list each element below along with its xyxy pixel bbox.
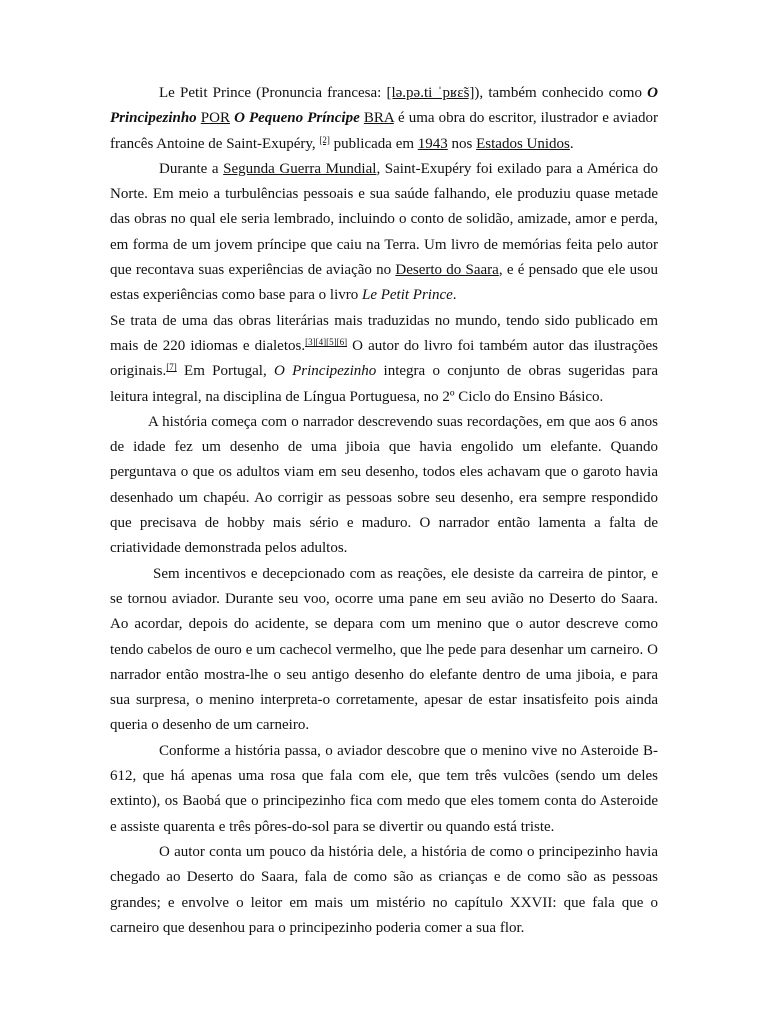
paragraph-aviator: Sem incentivos e decepcionado com as reações, ele desiste da carreira de pintor, e se tornou aviador. Durante seu voo, ocorre uma pane em seu avião no Deserto do Saara. Ao acordar, depois do acidente, se depara com um menino que o autor descreve como tendo cabelos de ouro e um cachecol vermelho, que lhe pede para desenhar um carneiro. O narrador então mostra-lhe o seu antigo desenho do elefante dentro de uma jiboia, e para sua surpresa, o menino interpreta-o corretamente, apesar de estar insatisfeito pois ainda queria o desenho de um carneiro. [110, 565, 658, 734]
paragraph-ww2 [110, 157, 658, 309]
bra-link[interactable]: BRA [363, 110, 394, 127]
text: nos [447, 135, 477, 152]
text: , e é pensado que ele usou estas experiências como base para o livro [110, 262, 658, 304]
text: é uma obra do escritor, ilustrador e aviador francês Antoine de Saint-Exupéry, [110, 110, 658, 152]
text: Em Portugal, [176, 363, 274, 380]
document-page [110, 81, 658, 941]
book-title: Le Petit Prince [361, 287, 453, 304]
text: Se trata de uma das obras literárias mais traduzidas no mundo, tendo sido publicado em mais de 220 idiomas e dialetos. [110, 312, 658, 354]
usa-link[interactable]: Estados Unidos [476, 135, 570, 152]
reference-link[interactable]: [7] [166, 362, 177, 373]
paragraph-intro [110, 81, 658, 157]
reference-link[interactable]: [2] [319, 134, 330, 145]
text: . [569, 135, 574, 152]
text: publicada em [329, 135, 418, 152]
book-title: O Principezinho [274, 363, 377, 380]
paragraph-story-start: A história começa com o narrador descrevendo suas recordações, em que aos 6 anos de idade fez um desenho de uma jiboia que havia engolido um elefante. Quando perguntava o que os adultos viam em seu desenho, todos eles achavam que o garoto havia desenhado um chapéu. Ao corrigir as pessoas sobre seu desenho, era sempre respondido que precisava de hobby mais sério e maduro. O narrador então lamenta a falta de criatividade demonstrada pelos adultos. [110, 413, 658, 557]
text: Durante a [159, 160, 224, 177]
paragraph-asteroid: Conforme a história passa, o aviador descobre que o menino vive no Asteroide B-612, que há apenas uma rosa que fala com ele, que tem três vulcões (sendo um deles extinto), os Baobá que o principezinho fica com medo que eles tomem conta do Asteroide e assiste quarenta e três pôres-do-sol para se divertir ou quando está triste. [110, 742, 658, 835]
paragraph-author: O autor conta um pouco da história dele, a história de como o principezinho havia chegado ao Deserto do Saara, fala de como são as crianças e de como são as pessoas grandes; e envolve o leitor em mais um mistério no capítulo XXVII: que fala que o carneiro que desenhou para o principezinho poderia comer a sua flor. [110, 843, 658, 936]
ww2-link[interactable]: Segunda Guerra Mundial [223, 160, 377, 177]
sahara-link[interactable]: Deserto do Saara [395, 262, 499, 279]
reference-links[interactable]: [3][4][5][6] [305, 336, 348, 347]
year-link[interactable]: 1943 [417, 135, 448, 152]
ipa-link[interactable]: [lə.pə.ti ˈpʁɛ̃s] [386, 85, 475, 101]
paragraph-translations [110, 309, 658, 410]
text: . [452, 287, 457, 304]
text: , Saint-Exupéry foi exilado para a América do Norte. Em meio a turbulências pessoais e sua saúde falhando, ele produziu quase metade das obras no qual ele seria lembrado, incluindo o conto de solidão, amizade, amor e perda, em forma de um jovem príncipe que caiu na Terra. Um livro de memórias feita pelo autor que recontava suas experiências de aviação no [110, 160, 658, 279]
por-link[interactable]: POR [200, 110, 230, 127]
text: integra o conjunto de obras sugeridas para leitura integral, na disciplina de Língua Portuguesa, no 2º Ciclo do Ensino Básico. [110, 363, 658, 405]
text: Le Petit Prince (Pronuncia francesa: [159, 85, 387, 101]
text: O autor do livro foi também autor das ilustrações originais. [110, 337, 658, 380]
title-portugal: O Principezinho [110, 85, 658, 127]
text: ), também conhecido como [474, 85, 648, 101]
title-brazil: O Pequeno Príncipe [234, 110, 360, 127]
